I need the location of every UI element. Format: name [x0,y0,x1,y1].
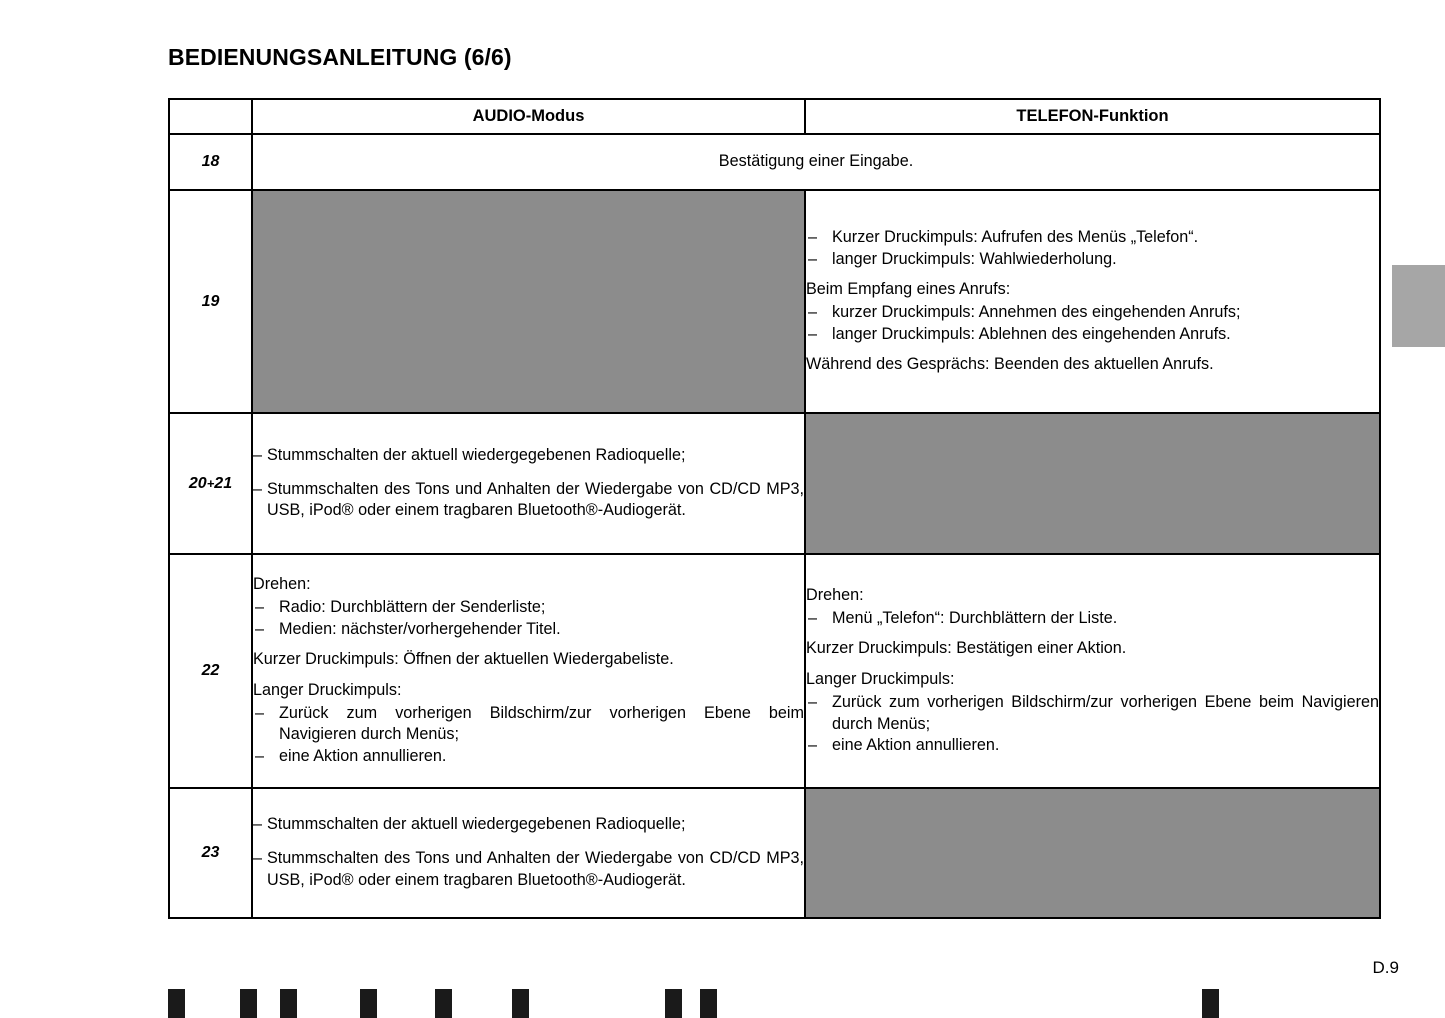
list-item [253,746,804,768]
row-19-phone-list-1 [806,227,1379,270]
list-item-label: Kurzer Druckimpuls: Aufrufen des Menüs „Telefon“. [832,227,1199,246]
list-item-label: Stummschalten des Tons und Anhalten der Wiedergabe von CD/CD MP3, USB, iPod® oder einem tragbaren Bluetooth®-Audiogerät. [267,479,804,520]
registration-marks [0,989,1445,1018]
header-phone-label: TELEFON-Funktion [1016,107,1169,125]
registration-mark [360,989,377,1018]
list-item-label: kurzer Druckimpuls: Annehmen des eingehenden Anrufs; [832,303,1241,321]
list-item-label: Zurück zum vorherigen Bildschirm/zur vorherigen Ebene beim Navigieren durch Menüs; [832,692,1379,733]
list-item [253,814,804,836]
dash-bullet-icon: – [253,849,263,868]
dash-bullet-icon: – [808,692,818,711]
row-23-audio-list [253,814,804,891]
row-index-label: 23 [201,844,220,861]
list-item [806,692,1379,735]
row-22-phone-para-3: Langer Druckimpuls: [806,670,955,689]
table-row [169,413,1380,554]
row-index-20-21 [169,413,252,554]
row-22-phone-cell [805,554,1380,788]
manual-table [168,98,1381,919]
row-22-phone-para-1: Drehen: [806,586,864,605]
header-cell-phone [805,99,1380,134]
row-22-phone-list-1 [806,608,1379,630]
list-item [253,445,804,467]
header-audio-label: AUDIO-Modus [472,107,585,125]
list-item-label: Menü „Telefon“: Durchblättern der Liste. [832,608,1118,627]
row-19-audio-cell-disabled [252,190,805,413]
list-item-label: Stummschalten des Tons und Anhalten der Wiedergabe von CD/CD MP3, USB, iPod® oder einem tragbaren Bluetooth®-Audiogerät. [267,849,804,889]
table-row [169,134,1380,190]
row-index-19 [169,190,252,413]
list-item [253,619,804,641]
list-item [806,249,1379,271]
row-22-audio-list-1 [253,597,804,640]
row-19-phone-list-2 [806,302,1379,345]
row-22-audio-list-2 [253,703,804,768]
row-18-spanned-cell [252,134,1380,190]
list-item-label: Radio: Durchblättern der Senderliste; [279,597,546,616]
row-22-audio-para-1: Drehen: [253,575,311,594]
registration-mark [512,989,529,1018]
registration-mark [435,989,452,1018]
dash-bullet-icon: – [255,619,265,638]
row-index-22 [169,554,252,788]
row-23-phone-cell-disabled [805,788,1380,918]
dash-bullet-icon: – [255,703,265,722]
row-index-label-secondary: 21 [214,474,233,492]
page-number: D.9 [1372,958,1399,977]
manual-table-container [168,98,1379,919]
list-item [806,227,1379,249]
row-index-plus-sign: + [206,475,215,491]
row-19-phone-para-1: Beim Empfang eines Anrufs: [806,280,1011,299]
registration-mark [700,989,717,1018]
dash-bullet-icon: – [808,324,818,343]
list-item-label: Stummschalten der aktuell wiedergegebenen Radioquelle; [267,815,686,834]
registration-mark [168,989,185,1018]
row-20-21-audio-list [253,445,804,522]
row-index-18 [169,134,252,190]
row-index-23 [169,788,252,918]
row-19-phone-cell [805,190,1380,413]
dash-bullet-icon: – [808,303,818,321]
table-row [169,788,1380,918]
list-item-label: eine Aktion annullieren. [279,747,447,766]
header-cell-index [169,99,252,134]
row-index-label-primary: 20 [188,474,207,492]
registration-mark [240,989,257,1018]
row-20-21-audio-cell [252,413,805,554]
list-item-label: Medien: nächster/vorhergehender Titel. [279,619,561,638]
list-item [253,848,804,891]
list-item-label: langer Druckimpuls: Wahlwiederholung. [832,249,1117,268]
row-22-audio-para-3: Langer Druckimpuls: [253,681,402,699]
row-22-audio-para-2: Kurzer Druckimpuls: Öffnen der aktuellen Wiedergabeliste. [253,650,674,669]
table-header-row [169,99,1380,134]
dash-bullet-icon: – [808,227,818,246]
list-item-label: langer Druckimpuls: Ablehnen des eingehenden Anrufs. [832,324,1231,343]
row-20-21-phone-cell-disabled [805,413,1380,554]
page-title: BEDIENUNGSANLEITUNG (6/6) [168,44,512,70]
list-item [253,703,804,746]
dash-bullet-icon: – [808,249,818,268]
edge-section-tab [1392,265,1445,347]
row-18-text: Bestätigung einer Eingabe. [718,152,914,171]
dash-bullet-icon: – [255,747,265,766]
row-22-phone-list-2 [806,692,1379,757]
dash-bullet-icon: – [808,608,818,627]
table-row [169,554,1380,788]
row-19-phone-para-2: Während des Gesprächs: Beenden des aktuellen Anrufs. [806,355,1214,374]
list-item-label: eine Aktion annullieren. [832,736,1000,755]
list-item-label: Zurück zum vorherigen Bildschirm/zur vorherigen Ebene beim Navigieren durch Menüs; [279,703,804,744]
list-item [806,302,1379,324]
list-item [253,479,804,522]
table-row [169,190,1380,413]
row-index-label: 22 [201,662,220,679]
registration-mark [280,989,297,1018]
dash-bullet-icon: – [253,479,263,498]
dash-bullet-icon: – [255,597,265,616]
dash-bullet-icon: – [253,445,263,464]
row-22-phone-para-2: Kurzer Druckimpuls: Bestätigen einer Aktion. [806,639,1127,658]
registration-mark [665,989,682,1018]
list-item-label: Stummschalten der aktuell wiedergegebenen Radioquelle; [267,445,686,464]
row-index-label: 18 [201,153,220,170]
list-item [806,735,1379,757]
dash-bullet-icon: – [253,815,263,834]
row-index-label: 19 [201,292,220,310]
row-22-audio-cell [252,554,805,788]
registration-mark [1202,989,1219,1018]
header-cell-audio [252,99,805,134]
list-item [806,324,1379,346]
list-item [806,608,1379,630]
dash-bullet-icon: – [808,736,818,755]
list-item [253,597,804,619]
row-23-audio-cell [252,788,805,918]
